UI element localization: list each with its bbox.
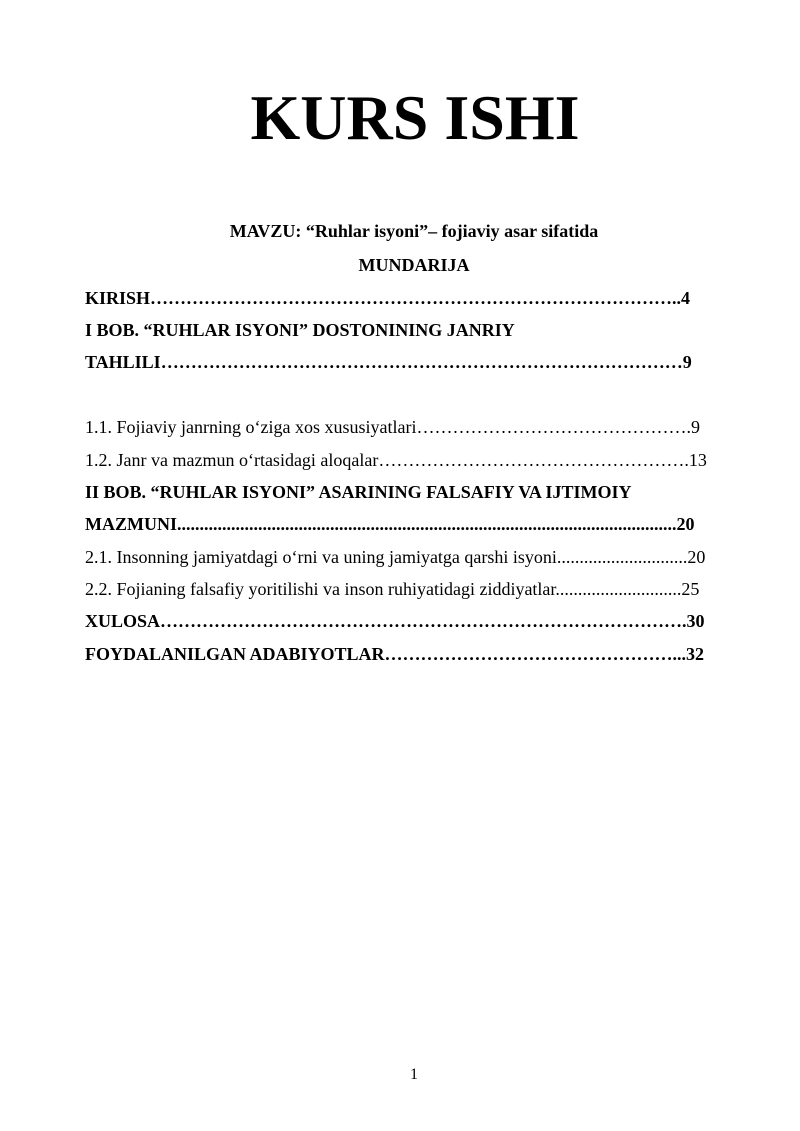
toc-entry-chapter-1: I BOB. “RUHLAR ISYONI” DOSTONINING JANRIY (85, 320, 515, 340)
toc-entry-bibliography: FOYDALANILGAN ADABIYOTLAR…………………………………………...32 (85, 644, 705, 664)
topic-line: MAVZU: “Ruhlar isyoni”– fojiaviy asar sifatida (229, 221, 599, 241)
toc-entry-chapter-2-cont: MAZMUNI...............................................................................................................20 (85, 514, 695, 534)
toc-entry-xulosa: XULOSA…………………………………………………………………………….30 (85, 611, 705, 631)
toc-entry-chapter-1-cont: TAHLILI……………………………………………………………………………9 (85, 352, 692, 372)
toc-entry-chapter-2: II BOB. “RUHLAR ISYONI” ASARINING FALSAFIY VA IJTIMOIY (85, 482, 632, 502)
toc-entry-section-2-2: 2.2. Fojianing falsafiy yoritilishi va inson ruhiyatidagi ziddiyatlar............................25 (85, 579, 700, 599)
page-number: 1 (410, 1066, 418, 1083)
toc-entry-section-2-1: 2.1. Insonning jamiyatdagi oʻrni va uning jamiyatga qarshi isyoni.............................20 (85, 547, 706, 567)
toc-entry-kirish: KIRISH……………………………………………………………………………..4 (85, 288, 691, 308)
document-title: KURS ISHI (250, 82, 580, 153)
toc-entry-section-1-1: 1.1. Fojiaviy janrning oʻziga xos xususiyatlari……………………………………….9 (85, 417, 700, 437)
toc-heading: MUNDARIJA (358, 255, 470, 275)
toc-entry-section-1-2: 1.2. Janr va mazmun oʻrtasidagi aloqalar…………………………………………….13 (85, 450, 707, 470)
